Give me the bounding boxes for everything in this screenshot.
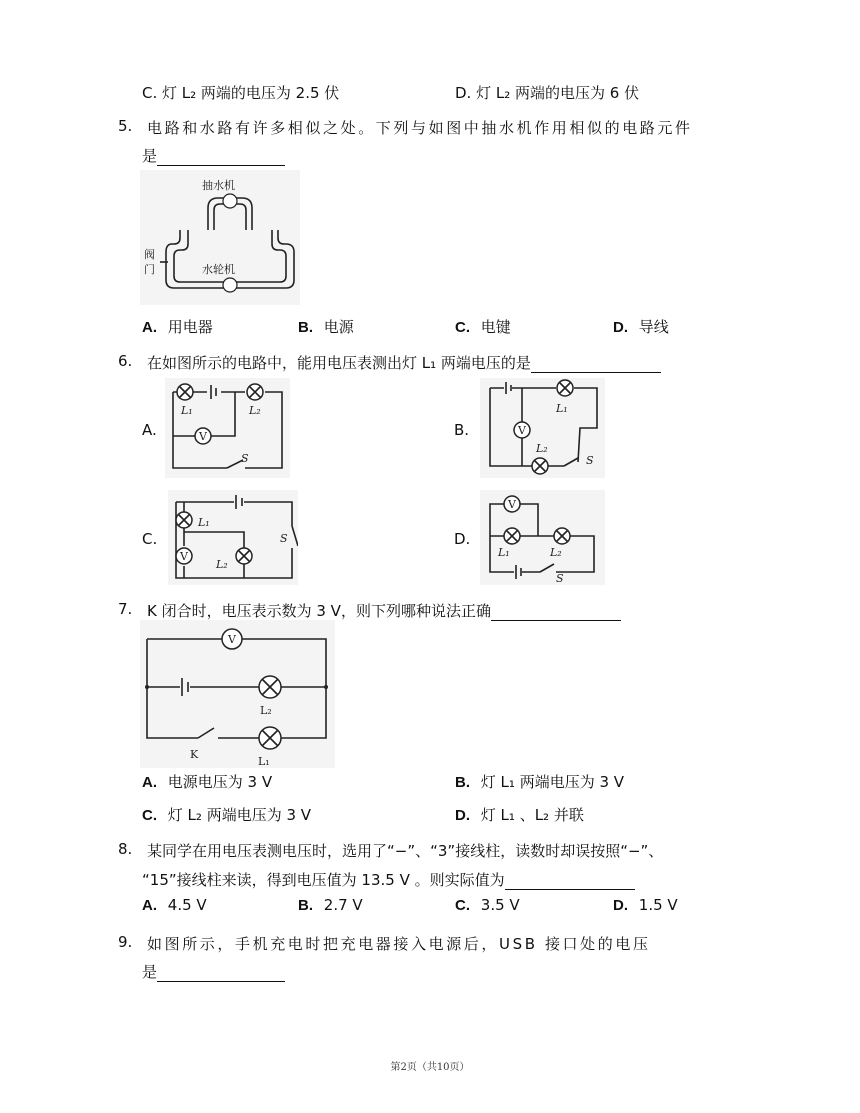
q6-label-d[interactable]: D. [454, 530, 471, 548]
svg-text:L₂: L₂ [536, 442, 548, 455]
q6-text: 在如图所示的电路中，能用电压表测出灯 L₁ 两端电压的是 [147, 352, 661, 373]
q8-option-a[interactable]: A. 4.5 V [142, 896, 207, 914]
q7-option-d[interactable]: D. 灯 L₁ 、L₂ 并联 [455, 806, 584, 824]
circuit-b [480, 378, 605, 478]
svg-text:L₁: L₁ [498, 546, 510, 559]
svg-text:S: S [280, 532, 288, 545]
q7-number: 7. [118, 600, 133, 618]
q6-label-c[interactable]: C. [142, 530, 158, 548]
q8-option-c[interactable]: C. 3.5 V [455, 896, 520, 914]
circuit-a [165, 378, 290, 478]
svg-text:V: V [180, 550, 188, 563]
answer-blank[interactable] [491, 604, 621, 621]
svg-text:S: S [586, 454, 594, 467]
answer-blank[interactable] [531, 356, 661, 373]
q6-label-a[interactable]: A. [142, 421, 157, 439]
svg-text:V: V [199, 430, 207, 443]
q9-text: 如图所示，手机充电时把充电器接入电源后，USB 接口处的电压 [147, 935, 651, 953]
page-footer: 第2页（共10页） [390, 1062, 470, 1073]
svg-text:V: V [508, 498, 516, 511]
q5-text: 电路和水路有许多相似之处。下列与如图中抽水机作用相似的电路元件 [147, 119, 693, 137]
answer-blank[interactable] [157, 149, 285, 166]
q5-option-a[interactable]: A. 用电器 [142, 318, 213, 336]
svg-text:L₁: L₁ [556, 402, 568, 415]
svg-text:V: V [228, 633, 236, 646]
valve-label-1: 阀 [144, 248, 155, 261]
svg-text:V: V [518, 424, 526, 437]
svg-text:L₁: L₁ [181, 404, 193, 417]
svg-text:S: S [241, 452, 249, 465]
q9-number: 9. [118, 933, 133, 951]
q8-option-d[interactable]: D. 1.5 V [613, 896, 678, 914]
svg-text:L₂: L₂ [249, 404, 261, 417]
circuit-c [168, 490, 298, 585]
svg-text:L₂: L₂ [216, 558, 228, 571]
answer-blank[interactable] [505, 873, 635, 890]
q5-option-c[interactable]: C. 电键 [455, 318, 511, 336]
q5-number: 5. [118, 117, 133, 135]
pump-label: 抽水机 [202, 179, 235, 192]
svg-text:L₁: L₁ [258, 755, 270, 768]
circuit-d [480, 490, 605, 585]
q5-text2: 是 [142, 145, 285, 166]
q7-option-b[interactable]: B. 灯 L₁ 两端电压为 3 V [455, 773, 625, 791]
q8-text: 某同学在用电压表测电压时，选用了“−”、“3”接线柱，读数时却误按照“−”、 [147, 842, 664, 860]
water-circuit-figure [140, 170, 300, 305]
q7-text: K 闭合时，电压表示数为 3 V，则下列哪种说法正确 [147, 600, 621, 621]
q5-option-b[interactable]: B. 电源 [298, 318, 354, 336]
q5-option-d[interactable]: D. 导线 [613, 318, 669, 336]
q7-option-a[interactable]: A. 电源电压为 3 V [142, 773, 273, 791]
q9-text2: 是 [142, 961, 285, 982]
q6-label-b[interactable]: B. [454, 421, 470, 439]
svg-text:S: S [556, 572, 564, 585]
svg-text:L₁: L₁ [198, 516, 210, 529]
turbine-label: 水轮机 [202, 263, 235, 276]
svg-text:L₂: L₂ [260, 704, 272, 717]
q8-text2: “15”接线柱来读，得到电压值为 13.5 V 。则实际值为 [142, 869, 635, 890]
svg-text:L₂: L₂ [550, 546, 562, 559]
q8-option-b[interactable]: B. 2.7 V [298, 896, 363, 914]
q7-option-c[interactable]: C. 灯 L₂ 两端电压为 3 V [142, 806, 312, 824]
q7-circuit-figure [140, 620, 335, 768]
q8-number: 8. [118, 840, 133, 858]
svg-text:K: K [190, 748, 199, 761]
valve-label-2: 门 [144, 263, 155, 276]
q6-number: 6. [118, 352, 133, 370]
q4-option-c: C. 灯 L₂ 两端的电压为 2.5 伏 [142, 84, 340, 102]
q4-option-d: D. 灯 L₂ 两端的电压为 6 伏 [455, 84, 640, 102]
answer-blank[interactable] [157, 965, 285, 982]
